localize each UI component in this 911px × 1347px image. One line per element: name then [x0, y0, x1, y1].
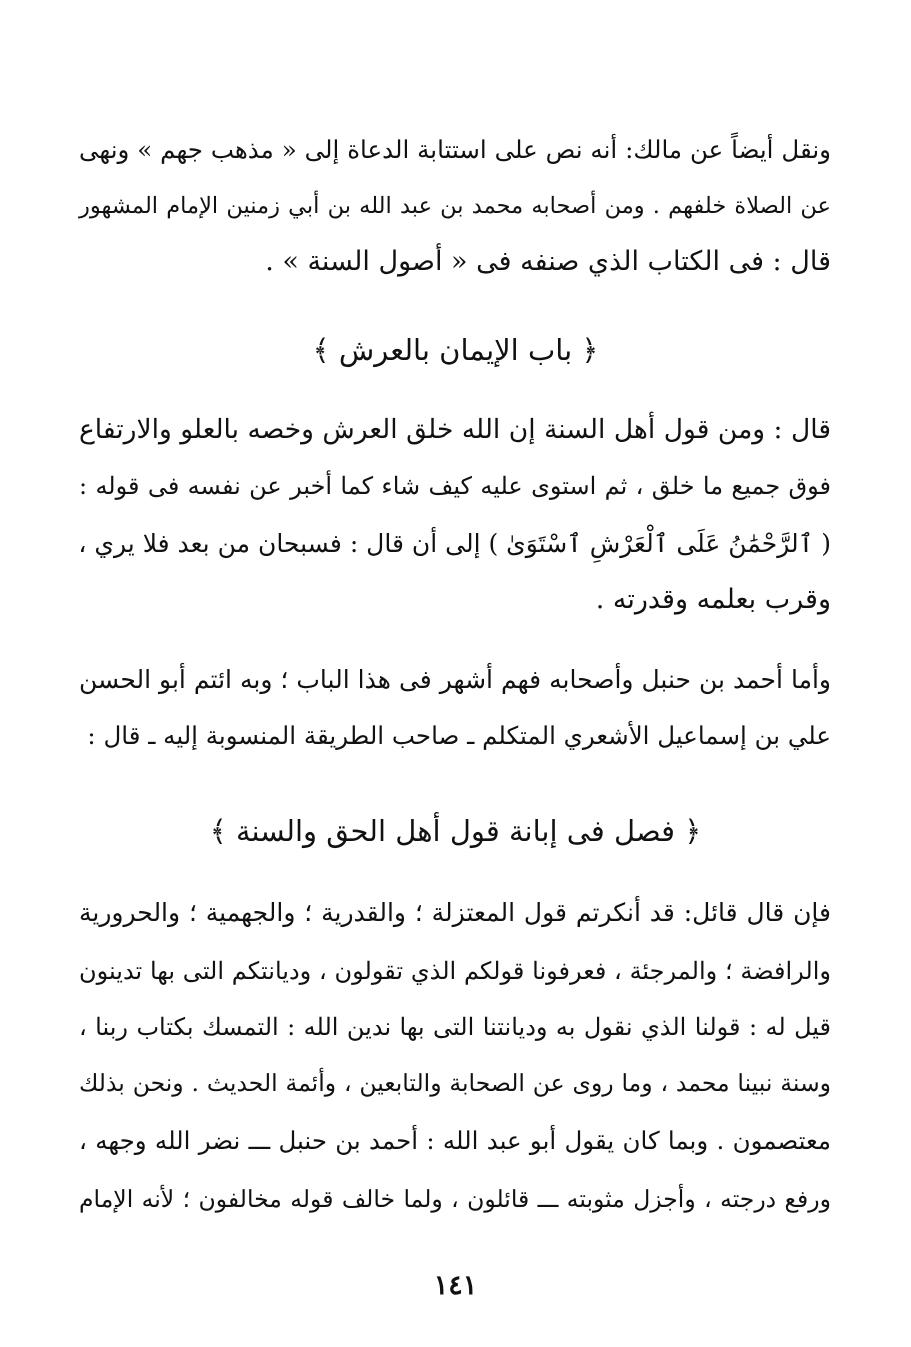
paragraph-4-line: معتصمون . وبما كان يقول أبو عبد الله : أحمد بن حنبل ـــ نضر الله وجهه ،: [79, 1126, 831, 1155]
paragraph-1-line: عن الصلاة خلفهم . ومن أصحابه محمد بن عبد الله بن أبي زمنين الإمام المشهور: [79, 193, 831, 219]
paragraph-2-line: ( ٱلرَّحْمَٰنُ عَلَى ٱلْعَرْشِ ٱسْتَوَىٰ ) إلى أن قال : فسبحان من بعد فلا يري ،: [78, 529, 831, 558]
paragraph-2-line: فوق جميع ما خلق ، ثم استوى عليه كيف شاء كما أخبر عن نفسه فى قوله :: [79, 472, 831, 500]
paragraph-4-line: ورفع درجته ، وأجزل مثوبته ـــ قائلون ، ولما خالف قوله مخالفون ؛ لأنه الإمام: [79, 1185, 831, 1213]
paragraph-3-line: وأما أحمد بن حنبل وأصحابه فهم أشهر فى هذا الباب ؛ وبه ائتم أبو الحسن: [79, 665, 831, 694]
paragraph-2-line: وقرب بعلمه وقدرته .: [595, 584, 831, 615]
paragraph-4-line: قيل له : قولنا الذي نقول به وديانتنا التى بها ندين الله : التمسك بكتاب ربنا ،: [79, 1013, 831, 1041]
paragraph-4-line: فإن قال قائل: قد أنكرتم قول المعتزلة ؛ والقدرية ؛ والجهمية ؛ والحرورية: [79, 898, 831, 927]
paragraph-2-line: قال : ومن قول أهل السنة إن الله خلق العرش وخصه بالعلو والارتفاع: [79, 414, 831, 445]
paragraph-4-line: وسنة نبينا محمد ، وما روى عن الصحابة والتابعين ، وأئمة الحديث . ونحن بذلك: [79, 1069, 831, 1097]
paragraph-4-line: والرافضة ؛ والمرجئة ، فعرفونا قولكم الذي تقولون ، وديانتكم التى بها تدينون: [79, 957, 831, 985]
section-heading: ﴿ باب الإيمان بالعرش ﴾: [312, 333, 599, 367]
paragraph-1-line: قال : فى الكتاب الذي صنفه فى « أصول السنة » .: [265, 246, 831, 277]
paragraph-3-line: علي بن إسماعيل الأشعري المتكلم ـ صاحب الطريقة المنسوبة إليه ـ قال :: [87, 721, 831, 750]
page-number: ١٤١: [433, 1270, 478, 1301]
section-heading: ﴿ فصل فى إبانة قول أهل الحق والسنة ﴾: [209, 814, 702, 848]
paragraph-1-line: ونقل أيضاً عن مالك: أنه نص على استتابة الدعاة إلى « مذهب جهم » ونهى: [79, 135, 831, 164]
